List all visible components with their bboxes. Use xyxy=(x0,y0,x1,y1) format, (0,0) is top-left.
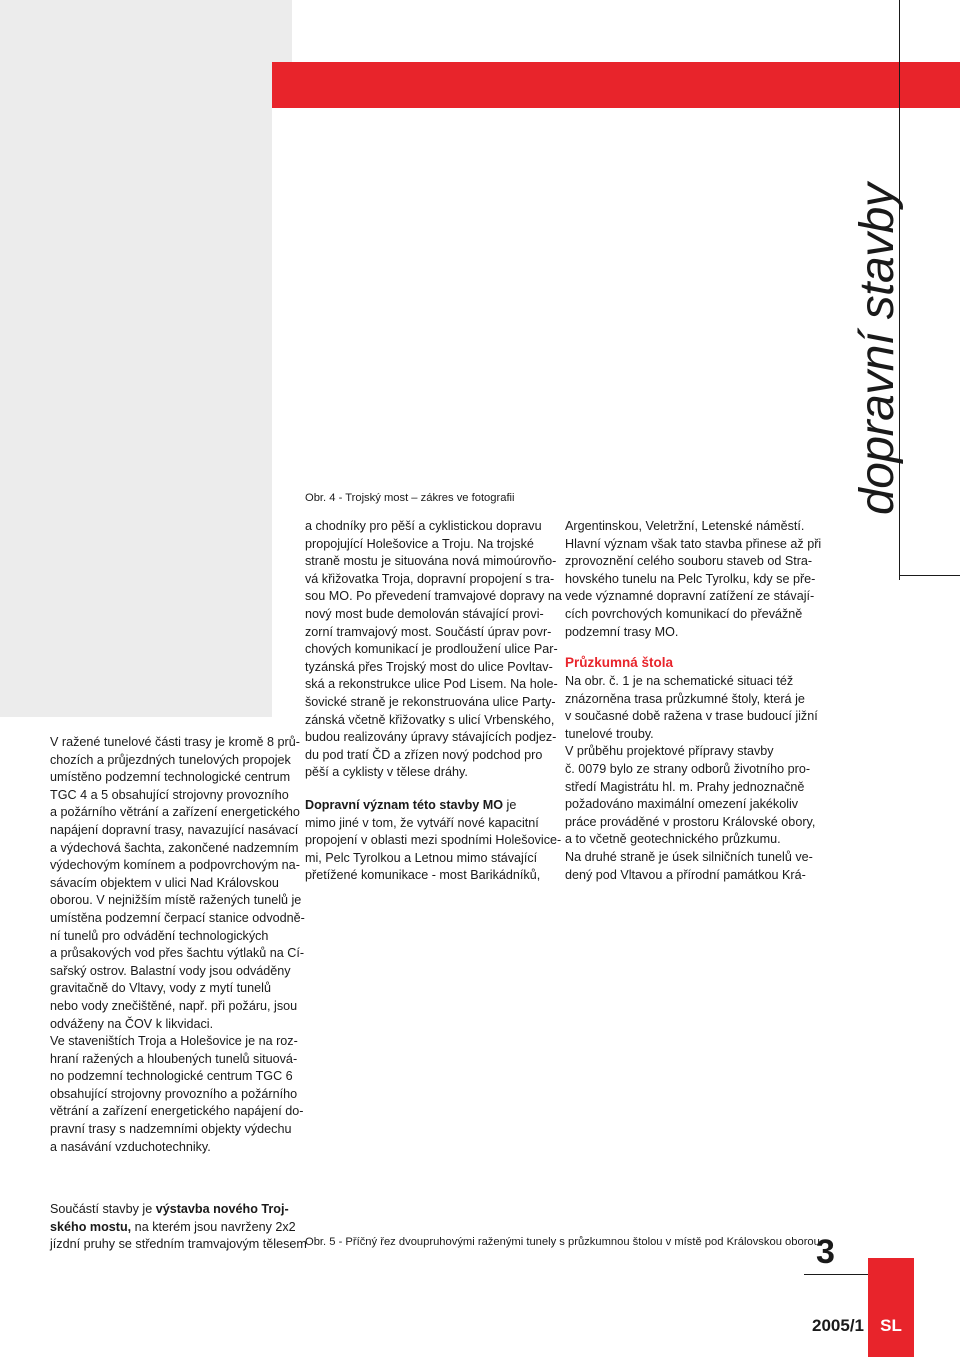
horizontal-rule xyxy=(899,575,960,576)
text-line xyxy=(50,1201,307,1219)
text-line: Argentinskou, Veletržní, Letenské náměstí. xyxy=(565,519,805,533)
text-line: práce prováděné v prostoru Královské obory, xyxy=(565,814,816,829)
text-line: tyzánská přes Trojský most do ulice Povltav- xyxy=(305,659,553,674)
text-line: podzemní trasy MO. xyxy=(565,624,679,639)
text-line: středí Magistrátu hl. m. Prahy jednoznačně xyxy=(565,779,805,794)
text-line xyxy=(305,797,561,815)
text-line: straně mostu je situována nová mimoúrovňo- xyxy=(305,554,557,569)
text-line: cích povrchových komunikací do převážně xyxy=(565,606,803,621)
text-line: V průběhu projektové přípravy stavby xyxy=(565,744,774,759)
text-line: oborou. V nejnižším místě ražených tunelů je xyxy=(50,893,302,908)
text-line: zprovoznění celého souboru staveb od Stra- xyxy=(565,554,813,569)
text-line: no podzemní technologické centrum TGC 6 xyxy=(50,1069,293,1084)
text-line: pěší a cyklisty v tělese dráhy. xyxy=(305,765,468,780)
text-line: větrání a zařízení energetického napájení do- xyxy=(50,1104,304,1119)
gray-header-block xyxy=(0,0,292,62)
text-line: vá křižovatka Troja, dopravní propojení s tra- xyxy=(305,571,555,586)
text-line: hovského tunelu na Pelc Tyrolku, kdy se pře- xyxy=(565,571,816,586)
text-line: ní tunelů pro odvádění technologických xyxy=(50,928,269,943)
text-line: výdechovým komínem a podpovrchovým na- xyxy=(50,858,300,873)
text-line: nebo vody znečištěné, např. při požáru, jsou xyxy=(50,998,298,1013)
text-run: je xyxy=(503,798,517,812)
figure-4-caption: Obr. 4 - Trojský most – zákres ve fotografii xyxy=(305,492,515,504)
journal-badge xyxy=(868,1258,914,1357)
text-line: odváženy na ČOV k likvidaci. xyxy=(50,1016,214,1031)
text-line: v současné době ražena v trase budoucí jižní xyxy=(565,709,818,724)
text-line: jízdní pruhy se středním tramvajovým tělesem xyxy=(50,1237,307,1252)
text-line: šovické straně je rekonstruována ulice Party- xyxy=(305,694,556,709)
bold-run: ského mostu, xyxy=(50,1219,132,1234)
text-line: a průsakových vod přes šachtu výtlaků na Cí- xyxy=(50,946,305,961)
text-line: budou realizovány úpravy stávajících podjez- xyxy=(305,730,557,745)
text-line xyxy=(50,1219,307,1237)
text-line: mimo jiné v tom, že vytváří nové kapacitní xyxy=(305,815,539,830)
text-line: Na druhé straně je úsek silničních tunelů ve- xyxy=(565,849,813,864)
journal-label: SL xyxy=(880,1316,902,1335)
red-header-bar xyxy=(272,62,960,108)
section-heading: Průzkumná štola xyxy=(565,655,674,670)
text-line: V ražené tunelové části trasy je kromě 8 prů- xyxy=(50,735,300,749)
issue-label: 2005/1 xyxy=(812,1316,864,1335)
text-line: a chodníky pro pěší a cyklistickou dopravu xyxy=(305,519,542,533)
page-number: 3 xyxy=(816,1233,835,1271)
left-column-bottom-text xyxy=(50,1201,307,1254)
left-column-text xyxy=(50,734,305,1156)
text-line: ská a rekonstrukce ulice Pod Lisem. Na hole- xyxy=(305,677,558,692)
text-line: Ve staveništích Troja a Holešovice je na roz- xyxy=(50,1034,298,1049)
text-line: gravitačně do Vltavy, vody z mytí tunelů xyxy=(50,981,271,996)
middle-column-paragraph-2 xyxy=(305,797,561,885)
bold-run: výstavba nového Troj- xyxy=(155,1202,289,1216)
text-line: a požárního větrání a zařízení energetického xyxy=(50,805,300,820)
figure-5-caption: Obr. 5 - Příčný řez dvoupruhovými raženými tunely s průzkumnou štolou v místě pod Královskou oborou xyxy=(305,1236,820,1248)
text-line: sařský ostrov. Balastní vody jsou odváděny xyxy=(50,963,291,978)
text-line: propojující Holešovice a Troju. Na trojské xyxy=(305,536,534,551)
text-line: mi, Pelc Tyrolkou a Letnou mimo stávající xyxy=(305,850,538,865)
text-line: hraní ražených a hloubených tunelů situová- xyxy=(50,1051,298,1066)
text-line: znázorněna trasa průzkumné štoly, která je xyxy=(565,691,805,706)
text-line: TGC 4 a 5 obsahující strojovny provozního xyxy=(50,787,289,802)
text-line: sávacím objektem v ulici Nad Královskou xyxy=(50,875,279,890)
text-line: a nasávání vzduchotechniky. xyxy=(50,1139,211,1154)
right-column-text xyxy=(565,518,821,641)
text-run: na kterém jsou navrženy 2x2 xyxy=(131,1219,296,1234)
text-line: Na obr. č. 1 je na schematické situaci též xyxy=(565,674,794,688)
text-line: obsahující strojovny provozního a požárního xyxy=(50,1086,298,1101)
text-line: chových komunikací je prodloužení ulice Par- xyxy=(305,642,558,657)
text-line: zánská včetně křižovatky s ulicí Vrbenského, xyxy=(305,712,555,727)
text-line: Hlavní význam však tato stavba přinese až při xyxy=(565,536,822,551)
text-line: požadováno maximální omezení jakékoliv xyxy=(565,797,799,812)
text-line: pravní trasy s nadzemními objekty výdechu xyxy=(50,1122,292,1137)
text-line: umístěno podzemní technologické centrum xyxy=(50,770,291,785)
text-line: a to včetně geotechnického průzkumu. xyxy=(565,832,781,847)
text-line: napájení dopravní trasy, navazující nasávací xyxy=(50,822,299,837)
text-line: č. 0079 bylo ze strany odborů životního pro- xyxy=(565,761,811,776)
bold-run: Dopravní význam této stavby MO xyxy=(305,798,504,812)
text-line: nový most bude demolován stávající provi- xyxy=(305,606,544,621)
text-line: chozích a průjezdných tunelových propojek xyxy=(50,752,291,767)
text-line: vede významné dopravní zatížení ze stávají- xyxy=(565,589,815,604)
text-line: umístěna podzemní čerpací stanice odvodně- xyxy=(50,910,305,925)
text-line: zorní tramvajový most. Součástí úprav povr- xyxy=(305,624,552,639)
right-column-paragraph-2 xyxy=(565,673,818,884)
section-title: dopravní stavby xyxy=(851,183,904,515)
text-line: a výdechová šachta, zakončené nadzemním xyxy=(50,840,299,855)
text-run: Součástí stavby je xyxy=(50,1202,156,1216)
text-line: sou MO. Po převedení tramvajové dopravy na xyxy=(305,589,562,604)
text-line: přetížené komunikace - most Barikádníků, xyxy=(305,868,541,883)
text-line: tunelové trouby. xyxy=(565,726,654,741)
text-line: propojení v oblasti mezi spodními Holešovice- xyxy=(305,833,562,848)
gray-figure-placeholder xyxy=(0,62,272,717)
text-line: du pod tratí ČD a zřízen nový podchod pro xyxy=(305,747,543,762)
middle-column-text xyxy=(305,518,562,782)
text-line: dený pod Vltavou a přírodní památkou Krá- xyxy=(565,867,806,882)
